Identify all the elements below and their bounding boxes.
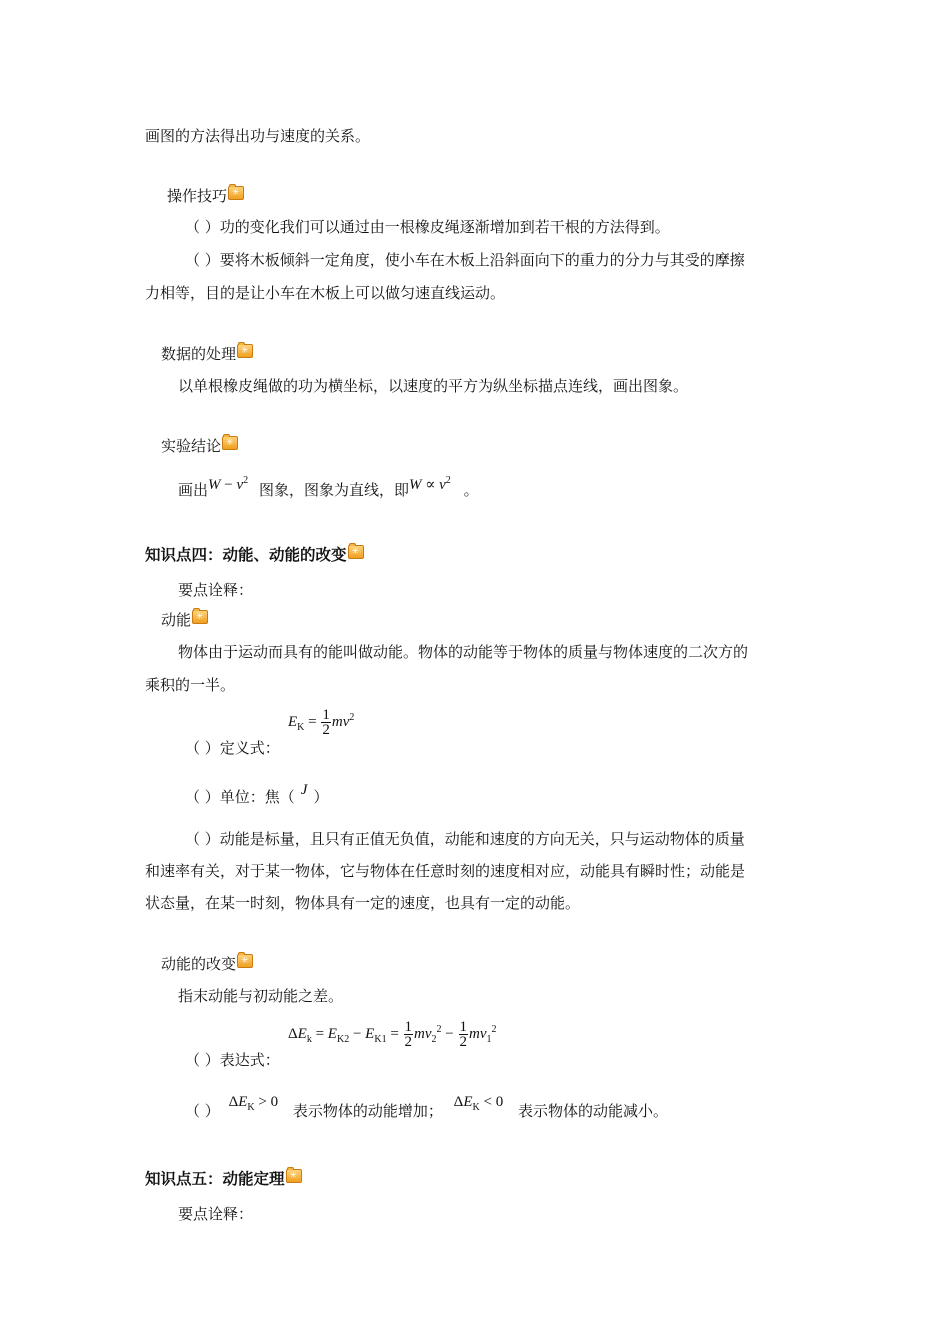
unit-line [185,782,329,808]
subheading-text: 数据的处理 [161,345,237,363]
subheading-text: 动能的改变 [161,955,237,973]
subheading-data-processing [161,344,253,364]
subheading-text: 实验结论 [161,437,222,455]
text: 。 [463,481,479,499]
subheading-conclusion [161,436,238,456]
subheading-kinetic-energy [161,610,208,630]
subheading-text: 操作技巧 [167,187,228,205]
conclusion-line [178,477,479,501]
paragraph-line: （ ）功的变化我们可以通过由一根橡皮绳逐渐增加到若干根的方法得到。 [185,218,670,236]
folder-icon[interactable] [222,436,238,450]
text: ） [313,788,329,806]
paragraph-line: 物体由于运动而具有的能叫做动能。物体的动能等于物体的质量与物体速度的二次方的 [178,643,749,661]
heading-text: 知识点五：动能定理 [145,1170,285,1188]
formula-delta-ek-negative: $\Delta E_K < 0$ [453,1094,504,1113]
section-heading-5 [145,1169,302,1189]
text: 表示物体的动能增加； [292,1102,443,1120]
paragraph-line: 指末动能与初动能之差。 [178,987,344,1005]
subheading-operation-tips [167,186,244,206]
paragraph-line: （ ）动能是标量，且只有正值无负值，动能和速度的方向无关，只与运动物体的质量 [185,830,745,848]
folder-icon[interactable] [228,186,244,200]
subheading-ke-change [161,954,253,974]
text: （ ） [185,1102,220,1120]
section-heading-4 [145,545,364,565]
folder-icon[interactable] [192,610,208,624]
text: 画出 [178,481,209,499]
formula-delta-ek-positive: $\Delta E_K > 0$ [228,1094,279,1113]
paragraph-line: 乘积的一半。 [145,676,236,694]
key-points-label: 要点诠释： [178,1205,254,1223]
paragraph-line: （ ）要将木板倾斜一定角度，使小车在木板上沿斜面向下的重力的分力与其受的摩擦 [185,251,745,269]
formula-ek-definition: $E_K$ = $\frac{1}{2}$ $mv^2$ [288,707,355,739]
folder-icon[interactable] [348,545,364,559]
expression-label: （ ）表达式： [185,1051,280,1069]
text: 表示物体的动能减小。 [517,1102,668,1120]
heading-text: 知识点四：动能、动能的改变 [145,546,347,564]
formula-delta-ek: $\Delta E_k = E_{K2} - E_{K1}$ = $\frac{1}{2}$ $mv_2^2$ − $\frac{1}{2}$ $mv_1^2$ [288,1019,497,1051]
formula-w-minus-v2: $W - v^2$ [208,475,249,493]
formula-w-prop-v2: $W \propto v^2$ [408,475,451,493]
text: 图象，图象为直线，即 [258,481,409,499]
paragraph-line: 和速率有关，对于某一物体，它与物体在任意时刻的速度相对应，动能具有瞬时性；动能是 [145,862,746,880]
key-points-label: 要点诠释： [178,581,254,599]
folder-icon[interactable] [237,344,253,358]
folder-icon[interactable] [237,954,253,968]
definition-label: （ ）定义式： [185,739,280,757]
paragraph-line: 状态量，在某一时刻，物体具有一定的速度，也具有一定的动能。 [145,894,581,912]
joule-symbol: J [300,782,308,798]
sign-line [185,1094,668,1128]
paragraph-line: 画图的方法得出功与速度的关系。 [145,127,371,145]
folder-icon[interactable] [286,1169,302,1183]
paragraph-line: 以单根橡皮绳做的功为横坐标，以速度的平方为纵坐标描点连线，画出图象。 [178,377,689,395]
subheading-text: 动能 [161,611,192,629]
text: （ ）单位：焦（ [185,788,295,806]
paragraph-line: 力相等，目的是让小车在木板上可以做匀速直线运动。 [145,284,506,302]
